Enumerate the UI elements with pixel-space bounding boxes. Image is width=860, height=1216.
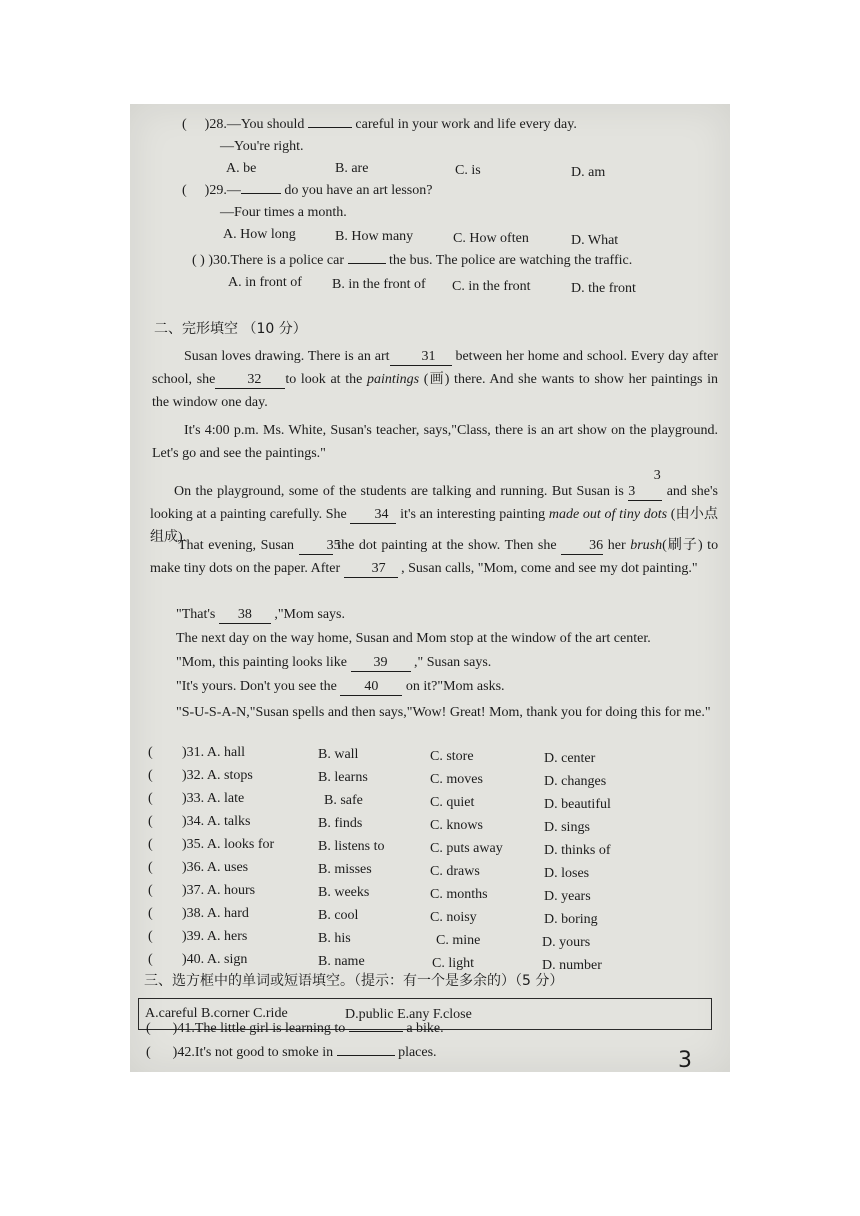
- cloze-option-33-b: B. safe: [324, 793, 363, 808]
- cloze-option-39-d: D. yours: [542, 935, 591, 950]
- option-30-a: A. in front of: [228, 275, 302, 290]
- cloze-option-36-a: )36. A. uses: [182, 860, 249, 875]
- cloze-option-31-c: C. store: [430, 749, 474, 764]
- passage-paragraph-3: On the playground, some of the students are talking and running. But Susan is 3 3 and she's looking at a painting carefully. She 34 it's an interesting painting made out of tiny dots (由小点组成).: [150, 468, 719, 545]
- cloze-option-35-c: C. puts away: [430, 841, 503, 856]
- reply-29: —Four times a month.: [220, 205, 347, 220]
- cloze-blank-32[interactable]: 32: [215, 372, 285, 389]
- cloze-option-34-a: )34. A. talks: [182, 814, 251, 829]
- cloze-option-40-a: )40. A. sign: [182, 952, 248, 967]
- cloze-option-37-a: )37. A. hours: [182, 883, 256, 898]
- question-42: ( )42.It's not good to smoke in places.: [146, 1045, 437, 1060]
- passage-paragraph-5: "That's 38 ,"Mom says.: [176, 607, 346, 622]
- cloze-option-33-c: C. quiet: [430, 795, 475, 810]
- section-3-heading: 三、选方框中的单词或短语填空。（提示：有一个是多余的）（5 分）: [144, 973, 564, 989]
- passage-paragraph-6: The next day on the way home, Susan and Mom stop at the window of the art center.: [176, 631, 651, 646]
- passage-paragraph-1: Susan loves drawing. There is an art 31 between her home and school. Every day after school, she 32 to look at the paintings (画) there. And she wants to show her paintings in the window one day.: [152, 349, 719, 410]
- section-2-heading: 二、完形填空 （10 分）: [154, 321, 307, 337]
- cloze-option-35-b: B. listens to: [318, 839, 385, 854]
- cloze-option-32-a: )32. A. stops: [182, 768, 253, 783]
- cloze-blank-40[interactable]: 40: [340, 679, 402, 696]
- cloze-option-40-b: B. name: [318, 954, 365, 969]
- option-28-b: B. are: [335, 161, 369, 176]
- worksheet-page: ( )28.—You should careful in your work and life every day. —You're right. A. be B. are C. is D. am ( )29.— do you have an art lesson? —Four times a month. A. How long B. How many C. How often D. What ( ) )30.There is a police car the bus. The police are watching the traffic. A. in front of B. in the front of C. in the front D. the front 二、完形填空 （10 分） Susan loves drawing. There is an art 31 between her home and school. Every day after school, she 32 to look at the paintings (画) there. And she wants to show her paintings in the window one day. It's 4:00 p.m. Ms. White, Susan's teacher, says,"Class, there is an art show on the playground. Let's go and see the paintings." On the playground, some of the students are talking and running. But Susan is 3 3 and she's looking at a painting carefully. She 34 it's an interesting painting made out of tiny dots (由小点组成). That evening, Susan 35 the dot painting at the show. Then she 36 her brush(刷子) to make tiny dots on the paper. After 37 , Susan calls, "Mom, come and see my dot painting." "That's 38 ,"Mom says. The next day on the way home, Susan and Mom stop at the window of the art center. "Mom, this painting looks like 39 ," Susan says. "It's yours. Don't you see the 40 on it?"Mom asks. "S-U-S-A-N,"Susan spells and then says,"Wow! Great! Mom, thank you for doing this for me." ( )31. A. hall B. wall C. store D. center ( )32. A. stops B. learns C. moves D. changes ( )33. A. late B. safe C. quiet D. beautiful ( )34. A. talks B. finds C. knows D. sings ( )35. A. looks for B. listens to C. puts away D. thinks of ( )36. A. uses B. misses C. draws D. loses ( )37. A. hours B. weeks C. months D. years ( )38. A. hard B. cool C. noisy D. boring ( )39. A. hers B. his C. mine D. yours ( )40. A. sign B. name C. light D. number 三、选方框中的单词或短语填空。（提示：有一个是多余的）（5 分） A.careful B.corner C.ride D.public E.any F.close ( )41.The little girl is learning to a bike. ( )42.It's not good to smoke in places. 3: [130, 104, 730, 1072]
- cloze-option-33-a: )33. A. late: [182, 791, 245, 806]
- option-29-b: B. How many: [335, 229, 414, 244]
- passage-paragraph-4: That evening, Susan 35 the dot painting at the show. Then she 36 her brush(刷子) to make tiny dots on the paper. After 37 , Susan calls, "Mom, come and see my dot painting.": [150, 538, 719, 576]
- cloze-option-34-b: B. finds: [318, 816, 363, 831]
- cloze-option-38-a: )38. A. hard: [182, 906, 249, 921]
- word-choices-a-c: A.careful B.corner C.ride: [145, 1006, 288, 1021]
- cloze-blank-34[interactable]: 34: [350, 507, 396, 524]
- word-choices-d-f: D.public E.any F.close: [345, 1007, 472, 1022]
- answer-blank[interactable]: [349, 1031, 403, 1032]
- passage-paragraph-2: It's 4:00 p.m. Ms. White, Susan's teacher, says,"Class, there is an art show on the playground. Let's go and see the paintings.": [152, 423, 718, 461]
- option-29-d: D. What: [571, 233, 619, 248]
- cloze-option-35-a: )35. A. looks for: [182, 837, 275, 852]
- cloze-option-40-d: D. number: [542, 958, 602, 973]
- cloze-option-40-c: C. light: [432, 956, 475, 971]
- cloze-option-38-b: B. cool: [318, 908, 359, 923]
- cloze-option-39-c: C. mine: [436, 933, 481, 948]
- cloze-option-35-d: D. thinks of: [544, 843, 611, 858]
- passage-paragraph-8: "It's yours. Don't you see the 40 on it?"Mom asks.: [176, 679, 505, 694]
- cloze-option-37-d: D. years: [544, 889, 591, 904]
- cloze-option-39-a: )39. A. hers: [182, 929, 248, 944]
- question-28: ( )28.—You should careful in your work and life every day.: [182, 117, 577, 132]
- cloze-option-31-d: D. center: [544, 751, 596, 766]
- answer-blank[interactable]: [337, 1055, 395, 1056]
- cloze-option-31-a: )31. A. hall: [182, 745, 245, 760]
- cloze-option-33-d: D. beautiful: [544, 797, 611, 812]
- passage-paragraph-7: "Mom, this painting looks like 39 ," Susan says.: [176, 655, 492, 670]
- option-28-a: A. be: [226, 161, 257, 176]
- reply-28: —You're right.: [220, 139, 304, 154]
- answer-blank[interactable]: [308, 127, 352, 128]
- cloze-blank-33[interactable]: 3 3: [628, 468, 661, 499]
- cloze-option-37-b: B. weeks: [318, 885, 370, 900]
- cloze-option-39-b: B. his: [318, 931, 351, 946]
- cloze-option-37-c: C. months: [430, 887, 488, 902]
- option-30-d: D. the front: [571, 281, 636, 296]
- page-number: 3: [678, 1048, 692, 1073]
- cloze-option-31-b: B. wall: [318, 747, 359, 762]
- option-29-a: A. How long: [223, 227, 296, 242]
- cloze-option-38-d: D. boring: [544, 912, 598, 927]
- cloze-blank-35[interactable]: 35: [299, 538, 333, 555]
- cloze-blank-37[interactable]: 37: [344, 561, 398, 578]
- cloze-blank-36[interactable]: 36: [561, 538, 603, 555]
- cloze-option-32-d: D. changes: [544, 774, 607, 789]
- option-28-c: C. is: [455, 163, 481, 178]
- cloze-blank-38[interactable]: 38: [219, 607, 271, 624]
- cloze-option-32-c: C. moves: [430, 772, 483, 787]
- cloze-option-34-d: D. sings: [544, 820, 590, 835]
- answer-blank[interactable]: [241, 193, 281, 194]
- question-41: ( )41.The little girl is learning to a bike.: [146, 1021, 444, 1036]
- option-30-b: B. in the front of: [332, 277, 426, 292]
- cloze-option-34-c: C. knows: [430, 818, 483, 833]
- cloze-blank-39[interactable]: 39: [351, 655, 411, 672]
- cloze-blank-31[interactable]: 31: [390, 349, 452, 366]
- question-29: ( )29.— do you have an art lesson?: [182, 183, 433, 198]
- option-28-d: D. am: [571, 165, 606, 180]
- option-30-c: C. in the front: [452, 279, 531, 294]
- cloze-option-32-b: B. learns: [318, 770, 368, 785]
- passage-paragraph-9: "S-U-S-A-N,"Susan spells and then says,"Wow! Great! Mom, thank you for doing this for me.": [176, 705, 711, 720]
- cloze-option-36-b: B. misses: [318, 862, 372, 877]
- cloze-option-36-c: C. draws: [430, 864, 480, 879]
- cloze-option-38-c: C. noisy: [430, 910, 477, 925]
- answer-blank[interactable]: [348, 263, 386, 264]
- question-30: ( ) )30.There is a police car the bus. The police are watching the traffic.: [192, 253, 633, 268]
- cloze-option-36-d: D. loses: [544, 866, 590, 881]
- option-29-c: C. How often: [453, 231, 529, 246]
